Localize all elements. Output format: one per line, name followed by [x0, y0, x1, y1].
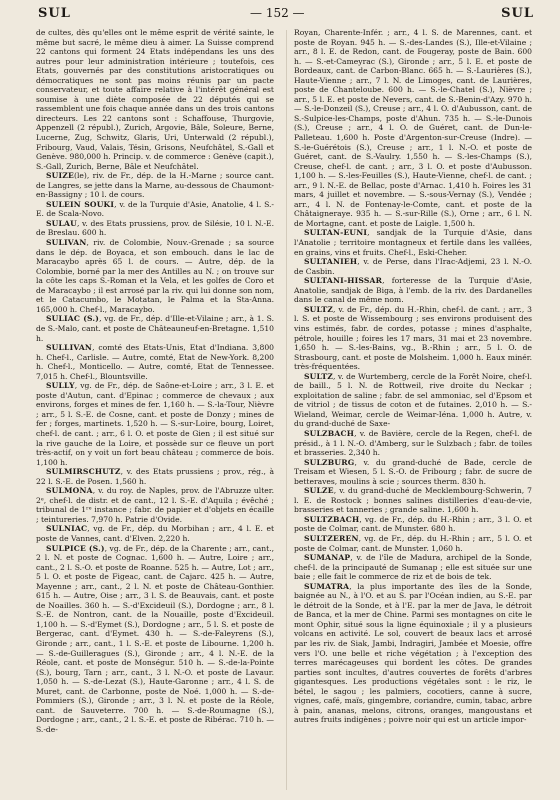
entry-text: , sandjak de la Turquie d'Asie, dans l'Anatolie ; territoire montagneux et fertile dans les vallées, en grains, vins et fruits. Chef-l., Eski-Cheher. [294, 228, 532, 257]
dictionary-entry [294, 534, 532, 553]
dictionary-entry [294, 553, 532, 582]
dictionary-entry [36, 486, 274, 524]
entry-headword: SULPICE (S.) [46, 543, 105, 553]
dictionary-entry [36, 219, 274, 238]
dictionary-entry [36, 314, 274, 343]
entry-text: , v. des Etats prussiens ; prov., rég., à 22 l. S.-E. de Posen. 1,560 h. [36, 467, 274, 486]
entry-headword: SULTANIEH [304, 257, 358, 267]
entry-headword: SULZE [304, 486, 334, 496]
dictionary-entry [294, 429, 532, 458]
entry-text: , comté des Etats-Unis, Etat d'Indiana. 3,800 h. Chef-l., Carlisle. — Autre, comté, Etat de New-York. 8,200 h. Chef-l., Monticello. — Autre, comté, Etat de Tennessee. 7,015 h. Chef-l., Blountsville. [36, 343, 274, 381]
page-number: — 152 — [250, 6, 305, 20]
entry-text: , forteresse de la Turquie d'Asie, Anatolie, sandjak de Biga, à l'emb. de la riv. des Dardanelles dans le canal de même nom. [294, 276, 532, 305]
entry-text: , v. de l'île de Madura, archipel de la Sonde, chef-l. de la principauté de Sumanap ; elle est située sur une baie ; elle fait le commerce de riz et de bois de tek. [294, 553, 532, 582]
entry-headword: SULMIRSCHUTZ [46, 467, 121, 477]
dictionary-entry [294, 372, 532, 429]
entry-headword: SULIVAN [46, 238, 87, 248]
entry-headword: SUMANAP [304, 553, 351, 563]
dictionary-entry [294, 257, 532, 276]
running-header [0, 4, 560, 26]
entry-headword: SULEIN SOUKI [46, 199, 115, 209]
entry-text: de cultes, dès qu'elles ont le même esprit de vérité sainte, le même but sacré, le même dieu à aimer. La Suisse comprend 22 cantons qui forment 24 Etats indépendans les uns des autres pour leur administration intérieure ; toutefois, ces Etats, gouvernés par des constitutions aristocratiques ou démocratiques ne sont pas moins réunis par un pacte conservateur, et toute affaire relative à l'intérêt général est soumise à une diète composée de 22 députés qui se rassemblent une fois chaque année dans un des trois cantons directeurs. Les 22 cantons sont : Schaffouse, Thurgovie, Appenzell (2 républ.), Zurich, Argovie, Bâle, Soleure, Berne, Lucerne, Zug, Schwitz, Glaris, Uri, Unterwald (2 républ.), Fribourg, Vaud, Valais, Tésin, Grisons, Neufchâtel, S.-Gall et Genève. 980,000 h. Princip. v. de commerce : Genève (capit.), S.-Gall, Zurich, Berne, Bâle et Neufchâtel. [36, 28, 274, 171]
entry-text: , v. du grand-duché de Bade, cercle de Treisam et Wiesen, 5 l. S.-O. de Fribourg ; fabr. de sucre de betteraves, moulins à scie ; sources therm. 830 h. [294, 457, 532, 486]
entry-text: , vg. de Fr., dép. de Saône-et-Loire ; arr., 3 l. E. et poste d'Autun, cant. d'Epinac ; commerce de chevaux ; aux environs, forges et mines de fer. 1,160 h. — S.-la-Tour, Nièvre ; arr., 5 l. S.-E. de Cosne, cant. et poste de Donzy ; mines de fer ; forges, martinets. 1,520 h. — S.-sur-Loire, bourg, Loiret, chef-l. de cant. ; arr., 6 l. O. et poste de Gien ; il est situé sur la rive gauche de la Loire, et possède sur ce fleuve un port très-actif, on y voit un fort beau château ; commerce de bois. 1,100 h. [36, 381, 274, 467]
entry-text: , v. de Wurtemberg, cercle de la Forêt Noire, chef-l. de baill., 5 l. N. de Rottweil, rive droite du Neckar ; exploitation de saline ; fabr. de sel ammoniac, sel d'Epsom et de vitriol ; de tissus de coton et de futaines. 2,010 h. — S.-Wieland, Weimar, cercle de Weimar-Iéna. 1,000 h. Autre, v. du grand-duché de Saxe- [294, 371, 532, 429]
entry-text: , v. des Etats prussiens, prov. de Silésie, 10 l. N.-E. de Breslau. 600 h. [36, 218, 274, 238]
dictionary-entry [36, 467, 274, 486]
entry-text: , vg. de Fr., dép. d'Ille-et-Vilaine ; arr., à 1. S. de S.-Malo, cant. et poste de Châteauneuf-en-Bretagne. 1,510 h. [36, 314, 274, 343]
dictionary-entry [294, 458, 532, 487]
entry-headword: SULTZBACH [304, 514, 360, 524]
right-column [294, 28, 532, 796]
entry-text: , v. de Fr., dép. du H.-Rhin, chef-l. de cant. ; arr., 3 l. S. et poste de Wissembourg ; ses environs produisent des vins estimés, fabr. de cordes, potasse ; mines d'asphalte, pétrole, houille ; foires les 17 mars, 31 mai et 23 novembre. 1,650 h. — S.-les-Bains, vg., B.-Rhin ; arr., 5 l. O. de Strasbourg, cant. et poste de Molsheim. 1,000 h. Eaux minér. très-fréquentées. [294, 304, 532, 372]
dictionary-entry [294, 228, 532, 257]
dictionary-entry [36, 238, 274, 314]
entry-headword: SULTAN-EUNI [304, 228, 368, 238]
entry-text: , vg. de Fr., dép. du H.-Rhin ; arr., 3 l. O. et poste de Colmar, cant. de Munster. 680 h. [294, 514, 532, 534]
entry-headword: SULTZEREN [304, 533, 359, 543]
entry-text: , riv. de Colombie, Nouv.-Grenade ; sa source dans le dép. de Boyaca, et son embouch. dans le lac de Maracaybo après 65 l. de cours. — Autre, dép. de la Colombie, borné par la mer des Antilles au N. ; on trouve sur la côte les caps S.-Roman et la Vela, et les golfes de Coro et de Maracaybo ; il est arrosé par la riv. qui lui donne son nom, et le Catacumbo, le Motatan, le Palma et la Sta-Anna. 165,000 h. Chef-l., Maracaybo. [36, 238, 274, 314]
entry-text: , v. du roy. de Naples, prov. de l'Abruzze ulter. 2ᵉ, chef-l. de distr. et de cant., 12 l. S.-E. d'Aquila ; évêché ; tribunal de 1ʳᵉ instance ; fabr. de papier et d'objets en écaille ; teintureries. 7,970 h. Patrie d'Ovide. [36, 486, 274, 524]
entry-text: , vg. de Fr., dép. de la Charente ; arr., cant., 2 l. N. et poste de Cognac. 1,600 h. — Autre, Loire ; arr., cant., 2 l. S.-O. et poste de Roanne. 525 h. — Autre, Lot ; arr., 5 l. O. et poste de Figeac, cant. de Cajarc. 425 h. — Autre, Mayenne ; arr., cant., 2 l. N. et poste de Château-Gonthier. 615 h. — Autre, Oise ; arr., 3 l. S. de Beauvais, cant. et poste de Noailles. 360 h. — S.-d'Excideuil (S.), Dordogne ; arr., 8 l. S.-E. de Nontron, cant. de la Nouaille, poste d'Excideuil. 1,100 h. — S.-d'Eymet (S.), Dordogne ; arr., 5 l. S. et poste de Bergerac, cant. d'Eymet. 430 h. — S.-de-Faleyrens (S.), Gironde ; arr., cant., 1 l. S.-E. et poste de Libourne. 1,200 h. — S.-de-Guilleragues (S.), Gironde ; arr., 4 l. N.-E. de la Réole, cant. et poste de Monségur. 510 h. — S.-de-la-Pointe (S.), bourg, Tarn ; arr., cant., 3 l. N.-O. et poste de Lavaur. 1,050 h. — S.-de-Lezat (S.), Haute-Garonne ; arr., 4 l. S. de Muret, cant. de Carbonne, poste de Noé. 1,000 h. — S.-de-Pommiers (S.), Gironde ; arr., 3 l. N. et poste de la Réole, cant. de Sauveterre. 700 h. — S.-de-Roumagne (S.), Dordogne ; arr., cant., 2 l. S.-E. et poste de Ribérac. 710 h. — S.-de- [36, 543, 274, 734]
dictionary-entry [294, 582, 532, 725]
column-divider [286, 30, 287, 790]
entry-text: Royan, Charente-Infér. ; arr., 4 l. S. de Marennes, cant. et poste de Royan. 945 h. — S.-des-Landes (S.), Ille-et-Vilaine ; arr., 8 l. E. de Redon, cant. de Fougeray, poste de Bain. 600 h. — S.-et-Cameyrac (S.), Gironde ; arr., 5 l. E. et poste de Bordeaux, cant. de Carbon-Blanc. 665 h. — S.-Laurières (S.), Haute-Vienne ; arr., 7 l. N. de Limoges, cant. de Laurières, poste de Chanteloube. 600 h. — S.-le-Chatel (S.), Nièvre ; arr., 5 l. E. et poste de Nevers, cant. de S.-Benin-d'Azy. 970 h. — S.-le-Donzeil (S.), Creuse ; arr., 4 l. O. d'Aubusson, cant. de S.-Sulpice-les-Champs, poste d'Ahun. 735 h. — S.-le-Dunois (S.), Creuse ; arr., 4 l. O. de Guéret, cant. de Dun-le-Palleteau. 1,600 h. Poste d'Argenton-sur-Creuse (Indre). — S.-le-Guérétois (S.), Creuse ; arr., 1 l. N.-O. et poste de Guéret, cant. de S.-Vaulry. 1,550 h. — S.-les-Champs (S.), Creuse, chef-l. de cant. ; arr., 3 l. O. et poste d'Aubusson. 1,100 h. — S.-les-Feuilles (S.), Haute-Vienne, chef-l. de cant. ; arr., 9 l. N.-E. de Bellac, poste d'Arnac. 1,410 h. Foires les 31 mars, 4 juillet et novembre. — S.-sous-Vernay (S.), Vendée ; arr., 4 l. N. de Fontenay-le-Comte, cant. et poste de la Châtaigneraye. 935 h. — S.-sur-Rille (S.), Orne ; arr., 6 l. N. de Mortagne, cant. et poste de Laigle. 1,500 h. [294, 28, 532, 228]
entry-text: , v. du grand-duché de Mecklembourg-Schwerin, 7 l. E. de Rostock ; bonnes salines distilleries d'eau-de-vie, brasseries et tanneries ; grande saline. 1,600 h. [294, 486, 532, 515]
entry-headword: SULMONA [46, 486, 93, 496]
entry-headword: SULNIAC [46, 524, 88, 534]
entry-text: , v. de Perse, dans l'Irac-Adjemi, 23 l. N.-O. de Casbin. [294, 257, 532, 276]
dictionary-entry [36, 171, 274, 200]
left-column [36, 28, 274, 796]
dictionary-entry [36, 544, 274, 735]
entry-headword: SULLIVAN [46, 343, 93, 353]
entry-headword: SUIZE [46, 171, 74, 181]
dictionary-entry [36, 200, 274, 219]
entry-headword: SULLY [46, 381, 75, 391]
dictionary-entry [36, 524, 274, 543]
header-left-guide-word: SUL [38, 6, 71, 21]
entry-text: , la plus importante des îles de la Sonde, baignée au N., à l'O. et au S. par l'Océan indien, au S.-E. par le détroit de la Sonde, et à l'E. par la mer de Java, le détroit de Banca, et la mer de Chine. Parmi ses montagnes on cite le mont Ophir, situé sous la ligne équinoxiale ; il y a plusieurs volcans en activité. Le sol, couvert de beaux lacs et arrosé par les riv. de Siak, Jambi, Indragiri, Jambée et Moesie, offre vers l'O. une belle et riche végétation ; à l'exception des terres marécageuses qui bordent les côtes. De grandes parties sont incultes, d'autres couvertes de forêts d'arbres gigantesques. Les productions végétales sont : le riz, le bétel, le sagou ; les palmiers, cocotiers, canne à sucre, vignes, café, maïs, gingembre, coriandre, cumin, tabac, arbre à pain, ananas, melons, citrons, oranges, mangoustans et autres fruits indigènes ; poivre noir qui est un article impor- [294, 581, 532, 725]
dictionary-entry [294, 515, 532, 534]
dictionary-entry [36, 343, 274, 381]
dictionary-entry [36, 381, 274, 467]
entry-headword: SULTZ [304, 371, 334, 381]
header-right-guide-word: SUL [501, 6, 534, 21]
dictionary-entry [294, 276, 532, 305]
entry-text: , vg. de Fr., dép. du Morbihan ; arr., 4 l. E. et poste de Vannes, cant. d'Elven. 2,220 h. [36, 524, 274, 543]
dictionary-entry [294, 305, 532, 372]
entry-headword: SUMATRA [304, 581, 350, 591]
entry-text: , v. de Bavière, cercle de la Regen, chef-l. de présid., à 1 l. N.-O. d'Amberg, sur le Sulzbach ; fabr. de toiles et brasseries. 2,340 h. [294, 428, 532, 458]
entry-headword: SULTANI-HISSAR [304, 276, 383, 286]
entry-text: (le), riv. de Fr., dép. de la H.-Marne ; source cant. de Langres, se jette dans la Marne, au-dessous de Chaumont-en-Bassigny ; 10 l. de cours. [36, 171, 274, 200]
entry-headword: SULIAC (S.) [46, 314, 100, 324]
entry-headword: SULZBURG [304, 457, 355, 467]
entry-headword: SULTZ [304, 304, 334, 314]
dictionary-entry [36, 28, 274, 171]
entry-headword: SULAU [46, 218, 77, 228]
entry-text: , vg. de Fr., dép. du H.-Rhin ; arr., 5 l. O. et poste de Colmar, cant. de Munster. 1,060 h. [294, 533, 532, 553]
entry-headword: SULZBACH [304, 428, 355, 438]
dictionary-entry [294, 28, 532, 228]
dictionary-entry [294, 486, 532, 515]
entry-text: , v. de la Turquie d'Asie, Anatolie, 4 l. S.-E. de Scala-Novo. [36, 199, 274, 219]
